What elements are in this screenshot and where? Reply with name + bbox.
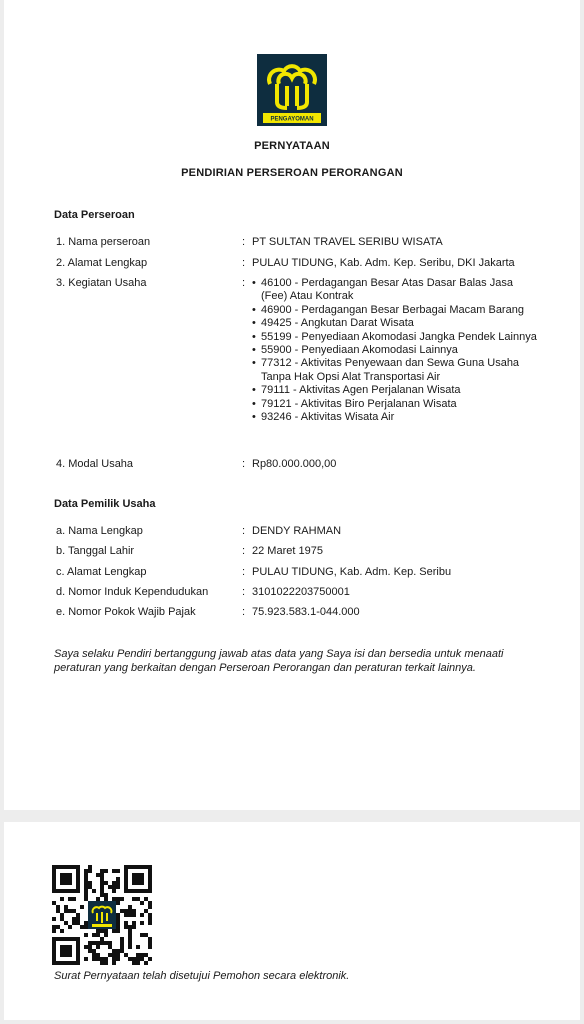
- colon: :: [242, 525, 246, 537]
- field-label: b. Tanggal Lahir: [56, 545, 135, 557]
- approval-page: [4, 822, 580, 1020]
- colon: :: [242, 586, 246, 598]
- field-value: PT SULTAN TRAVEL SERIBU WISATA: [252, 236, 443, 248]
- colon: :: [242, 257, 246, 269]
- qr-logo-icon: [88, 901, 116, 929]
- pengayoman-logo: [257, 54, 327, 126]
- field-label: 2. Alamat Lengkap: [56, 257, 148, 269]
- field-label: a. Nama Lengkap: [56, 525, 143, 537]
- list-item: • 55900 - Penyediaan Akomodasi Lainnya: [252, 344, 537, 357]
- list-item: • 79121 - Aktivitas Biro Perjalanan Wisata: [252, 398, 537, 411]
- field-label: e. Nomor Pokok Wajib Pajak: [56, 606, 196, 618]
- colon: :: [242, 545, 246, 557]
- colon: :: [242, 566, 246, 578]
- field-value: Rp80.000.000,00: [252, 458, 337, 470]
- statement-page: [4, 0, 580, 810]
- field-label: c. Alamat Lengkap: [56, 566, 147, 578]
- electronic-approval-note: Surat Pernyataan telah disetujui Pemohon secara elektronik.: [54, 970, 350, 982]
- list-item: • 77312 - Aktivitas Penyewaan dan Sewa Guna Usaha Tanpa Hak Opsi Alat Transportasi Air: [252, 357, 537, 384]
- list-item: • 46100 - Perdagangan Besar Atas Dasar Balas Jasa (Fee) Atau Kontrak: [252, 277, 537, 304]
- field-value: 22 Maret 1975: [252, 545, 323, 557]
- field-value: PULAU TIDUNG, Kab. Adm. Kep. Seribu: [252, 566, 452, 578]
- field-label: 3. Kegiatan Usaha: [56, 277, 147, 289]
- field-label: 1. Nama perseroan: [56, 236, 151, 248]
- colon: :: [242, 236, 246, 248]
- list-item: • 55199 - Penyediaan Akomodasi Jangka Pendek Lainnya: [252, 331, 537, 344]
- section-heading-perseroan: Data Perseroan: [54, 209, 135, 221]
- colon: :: [242, 606, 246, 618]
- declaration-statement: Saya selaku Pendiri bertanggung jawab atas data yang Saya isi dan bersedia untuk menaati peraturan yang berkaitan dengan Perseroan Perorangan dan peraturan terkait lainnya.: [54, 648, 504, 674]
- field-label: d. Nomor Induk Kependudukan: [56, 586, 209, 598]
- list-item: • 93246 - Aktivitas Wisata Air: [252, 411, 537, 424]
- colon: :: [242, 277, 246, 289]
- tree-emblem-icon: [257, 54, 327, 126]
- field-value: DENDY RAHMAN: [252, 525, 342, 537]
- field-label: 4. Modal Usaha: [56, 458, 134, 470]
- colon: :: [242, 458, 246, 470]
- tree-emblem-icon: [88, 901, 116, 929]
- field-value: 75.923.583.1-044.000: [252, 606, 360, 618]
- page-title: PERNYATAAN: [254, 140, 330, 152]
- list-item: • 46900 - Perdagangan Besar Berbagai Macam Barang: [252, 304, 537, 317]
- page-subtitle: PENDIRIAN PERSEROAN PERORANGAN: [181, 167, 403, 179]
- list-item: • 79111 - Aktivitas Agen Perjalanan Wisata: [252, 384, 537, 397]
- list-item: • 49425 - Angkutan Darat Wisata: [252, 317, 537, 330]
- section-heading-pemilik: Data Pemilik Usaha: [54, 498, 156, 510]
- kegiatan-list: [252, 277, 537, 424]
- logo-label: PENGAYOMAN: [270, 116, 314, 123]
- field-value: PULAU TIDUNG, Kab. Adm. Kep. Seribu, DKI Jakarta: [252, 257, 515, 269]
- field-value: 3101022203750001: [252, 586, 350, 598]
